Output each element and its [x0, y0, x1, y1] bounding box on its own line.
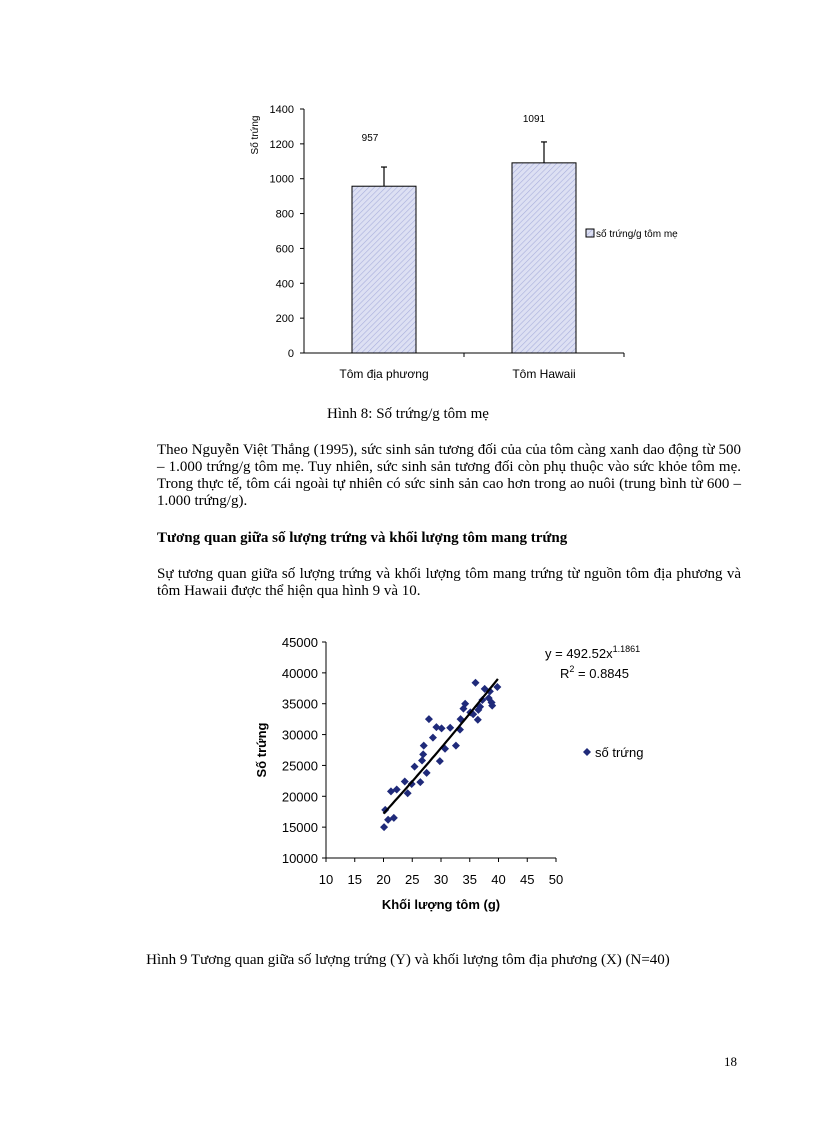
x-tick-label: 15 — [347, 872, 362, 887]
page-number: 18 — [724, 1054, 737, 1069]
legend-label: số trứng — [595, 745, 644, 760]
data-point — [411, 763, 419, 771]
section-heading: Tương quan giữa số lượng trứng và khối lượng tôm mang trứng — [157, 530, 568, 546]
x-tick-label: 25 — [405, 872, 420, 887]
figure8-caption: Hình 8: Số trứng/g tôm mẹ — [327, 406, 489, 422]
y-axis-title: Số trứng — [254, 722, 269, 778]
x-tick-label: Tôm Hawaii — [512, 367, 576, 381]
y-tick-label: 35000 — [281, 696, 318, 712]
data-point — [418, 756, 426, 764]
data-point — [380, 823, 388, 831]
y-tick-label: 800 — [275, 208, 294, 221]
bar-data-label: 957 — [361, 133, 379, 145]
y-tick-label: 1400 — [269, 104, 294, 116]
bar-legend — [586, 228, 678, 240]
x-tick-label: 10 — [318, 872, 334, 887]
legend-marker — [583, 748, 591, 756]
y-tick-label: 15000 — [281, 820, 318, 836]
legend-swatch — [586, 229, 594, 237]
r-squared-label: $R^2 = 0.8845$ — [560, 664, 629, 681]
x-tick-label: 40 — [491, 872, 506, 887]
data-point — [416, 778, 424, 786]
y-tick-label: 20000 — [281, 789, 318, 805]
data-point — [401, 777, 409, 785]
bar — [352, 186, 416, 353]
x-tick-label: 30 — [433, 872, 449, 887]
y-tick-label: 10000 — [281, 851, 318, 866]
y-tick-label: 1000 — [269, 173, 294, 186]
trendline-equation: $y = 492.52x^{1.1861}$ — [545, 644, 641, 661]
y-tick-label: 0 — [287, 348, 294, 360]
y-tick-label: 45000 — [281, 635, 318, 650]
data-point — [420, 742, 428, 750]
data-point — [423, 769, 431, 777]
data-point — [429, 734, 437, 742]
x-tick-label: 20 — [376, 872, 391, 887]
trendline — [384, 679, 498, 814]
data-point — [436, 757, 444, 765]
data-point — [425, 715, 433, 723]
data-point — [452, 742, 460, 750]
bar-data-label: 1091 — [522, 113, 546, 125]
y-axis-title: Số trứng — [250, 115, 261, 155]
figure9-caption: Hình 9 Tương quan giữa số lượng trứng (Y) và khối lượng tôm địa phương (X) (N=40) — [146, 952, 670, 968]
y-tick-label: 40000 — [281, 665, 318, 681]
data-point — [419, 750, 427, 758]
paragraph-relative-fecundity: Theo Nguyễn Việt Thắng (1995), sức sinh sản tương đối của của tôm càng xanh dao động từ 500 – 1.000 trứng/g tôm mẹ. Tuy nhiên, sức sinh sản tương đối còn phụ thuộc vào sức khỏe tôm mẹ. Trong thực tế, tôm cái ngoài tự nhiên có sức sinh sản cao hơn trong ao nuôi (trung bình từ 600 – 1.000 trứng/g). — [157, 442, 741, 509]
x-tick-label: Tôm địa phương — [339, 367, 429, 381]
y-tick-label: 25000 — [281, 758, 318, 774]
x-tick-label: 45 — [520, 872, 535, 887]
y-tick-label: 400 — [275, 278, 294, 291]
x-tick-label: 35 — [462, 872, 477, 887]
scatter-legend — [583, 745, 643, 760]
data-point — [474, 716, 482, 724]
x-axis-title: Khối lượng tôm (g) — [381, 897, 501, 912]
paragraph-correlation-intro: Sự tương quan giữa số lượng trứng và khối lượng tôm mang trứng từ nguồn tôm địa phương và tôm Hawaii được thể hiện qua hình 9 và 10. — [157, 566, 741, 599]
x-tick-label: 50 — [548, 872, 564, 887]
y-tick-label: 30000 — [281, 727, 318, 743]
legend-label: số trứng/g tôm mẹ — [596, 229, 678, 240]
bar-chart — [240, 95, 700, 390]
y-tick-label: 1200 — [269, 138, 294, 151]
bar — [512, 163, 576, 353]
y-tick-label: 600 — [275, 243, 294, 256]
y-tick-label: 200 — [275, 313, 294, 326]
data-point — [472, 679, 480, 687]
data-point — [446, 724, 454, 732]
scatter-chart — [240, 628, 700, 918]
